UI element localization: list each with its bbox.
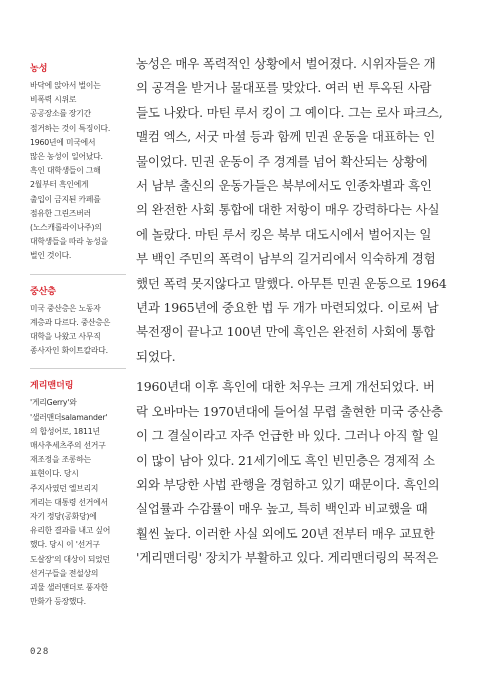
text-line: 되었다. [136,348,176,364]
text-line: 농성은 매우 폭력적인 상황에서 벌어졌다. 시위자들은 개 [136,56,436,71]
gloss-line: '게리Gerry'와 [30,398,77,408]
gloss-line: (노스캐롤라이나주)의 [30,223,102,233]
text-line: 의 공격을 받거나 물대포를 맞았다. 여러 번 투옥된 사람 [136,80,432,96]
gloss-body [30,396,126,609]
gloss-body [30,302,126,359]
text-line: 년과 1965년에 중요한 법 두 개가 마련되었다. 이로써 남 [136,300,439,316]
gloss-line: 주지사였던 엘브리지 [30,483,99,493]
gloss-line: 괴물 샐러맨더로 풍자한 [30,583,108,593]
text-line: 이 많이 남아 있다. 21세기에도 흑인 빈민층은 경제적 소 [136,452,435,468]
text-line: 서 남부 출신의 운동가들은 북부에서도 인종차별과 흑인 [136,178,432,194]
paragraph [136,375,472,570]
gloss-line: 계층과 다르다. 중산층은 [30,317,111,327]
gloss-divider [30,368,126,369]
gloss-line: 2월부터 흑인에게 [30,180,89,190]
gloss-line: 흑인 대학생들이 그해 [30,166,101,176]
gloss-line: 바닥에 앉아서 벌이는 [30,81,101,90]
text-line: 의 완전한 사회 통합에 대한 저항이 매우 강력하다는 사실 [136,202,440,218]
gloss-gerrymandering [30,379,126,609]
gloss-line: 공공장소를 장기간 [30,109,91,119]
gloss-line: 만화가 등장했다. [30,597,86,607]
gloss-line: 표현이다. 당시 [30,469,79,479]
page-number: 028 [30,647,50,657]
text-line: 에 놀랐다. 마틴 루서 킹은 북부 대도시에서 벌어지는 일 [136,226,432,242]
glossary-sidebar [30,62,126,620]
gloss-line: 유리한 결과를 내고 싶어 [30,526,111,536]
gloss-title: 게리맨더링 [30,381,74,392]
gloss-line: 점거하는 것이 특징이다. [30,123,111,133]
text-line: 실업률과 수감률이 매우 높고, 특히 백인과 비교했을 때 [136,501,428,517]
text-line: 부 백인 주민의 폭력이 남부의 길거리에서 익숙하게 경험 [136,251,436,267]
gloss-line: 대학을 나왔고 사무직 [30,332,101,342]
gloss-line: 점유한 그린즈버러 [30,208,91,218]
gloss-line: 비폭력 시위로 [30,95,77,105]
gloss-sit-in [30,62,126,264]
gloss-divider [30,274,126,275]
gloss-title: 농성 [30,64,48,74]
gloss-line: 매사추세츠주의 선거구 [30,441,106,451]
text-line: 들도 나왔다. 마틴 루서 킹이 그 예이다. 그는 로사 파크스, [136,104,443,120]
gloss-line: '샐러맨더salamander' [30,412,108,422]
text-line: 이 그 결실이라고 자주 언급한 바 있다. 그러나 아직 할 일 [136,428,439,444]
gloss-line: 1960년에 미국에서 [30,137,96,147]
body-text [136,52,472,577]
text-line: '게리맨더링' 장치가 부활하고 있다. 게리맨더링의 목적은 [136,550,439,566]
gloss-line: 했다. 당시 이 '선거구 [30,540,100,550]
text-line: 물이었다. 민권 운동이 주 경계를 넘어 확산되는 상황에 [136,153,428,169]
text-line: 북전쟁이 끝나고 100년 만에 흑인은 완전히 사회에 통합 [136,324,436,340]
text-line: 훨씬 높다. 이러한 사실 외에도 20년 전부터 매우 교묘한 [136,525,435,541]
gloss-line: 의 합성어로, 1811년 [30,426,100,436]
text-line: 1960년대 이후 흑인에 대한 처우는 크게 개선되었다. 버 [136,379,435,395]
gloss-line: 자기 정당(공화당)에 [30,512,97,522]
text-line: 락 오바마는 1970년대에 들어설 무렵 출현한 미국 중산층 [136,403,443,419]
gloss-line: 대학생들을 따라 농성을 [30,237,108,247]
gloss-line: 미국 중산층은 노동자 [30,303,101,313]
text-line: 외와 부당한 사법 관행을 경험하고 있기 때문이다. 흑인의 [136,476,440,492]
gloss-line: 많은 농성이 일어났다. [30,152,103,162]
gloss-line: 출입이 금지된 카페를 [30,194,101,204]
gloss-line: 벌인 것이다. [30,251,72,261]
gloss-line: 종사자인 화이트칼라다. [30,346,108,356]
gloss-line: 도살장'의 대상이 되었던 [30,554,110,564]
text-line: 맬컴 엑스, 서굿 마셜 등과 함께 민권 운동을 대표하는 인 [136,129,435,145]
gloss-body [30,79,126,264]
gloss-title: 중산층 [30,286,57,297]
paragraph [136,52,472,369]
text-line: 했던 폭력 못지않다고 말했다. 아무튼 민권 운동으로 1964 [136,275,447,291]
gloss-line: 선거구들을 전설상의 [30,568,99,578]
gloss-middle-class [30,285,126,359]
gloss-line: 재조정을 조롱하는 [30,455,91,465]
gloss-line: 게리는 대통령 선거에서 [30,497,108,507]
